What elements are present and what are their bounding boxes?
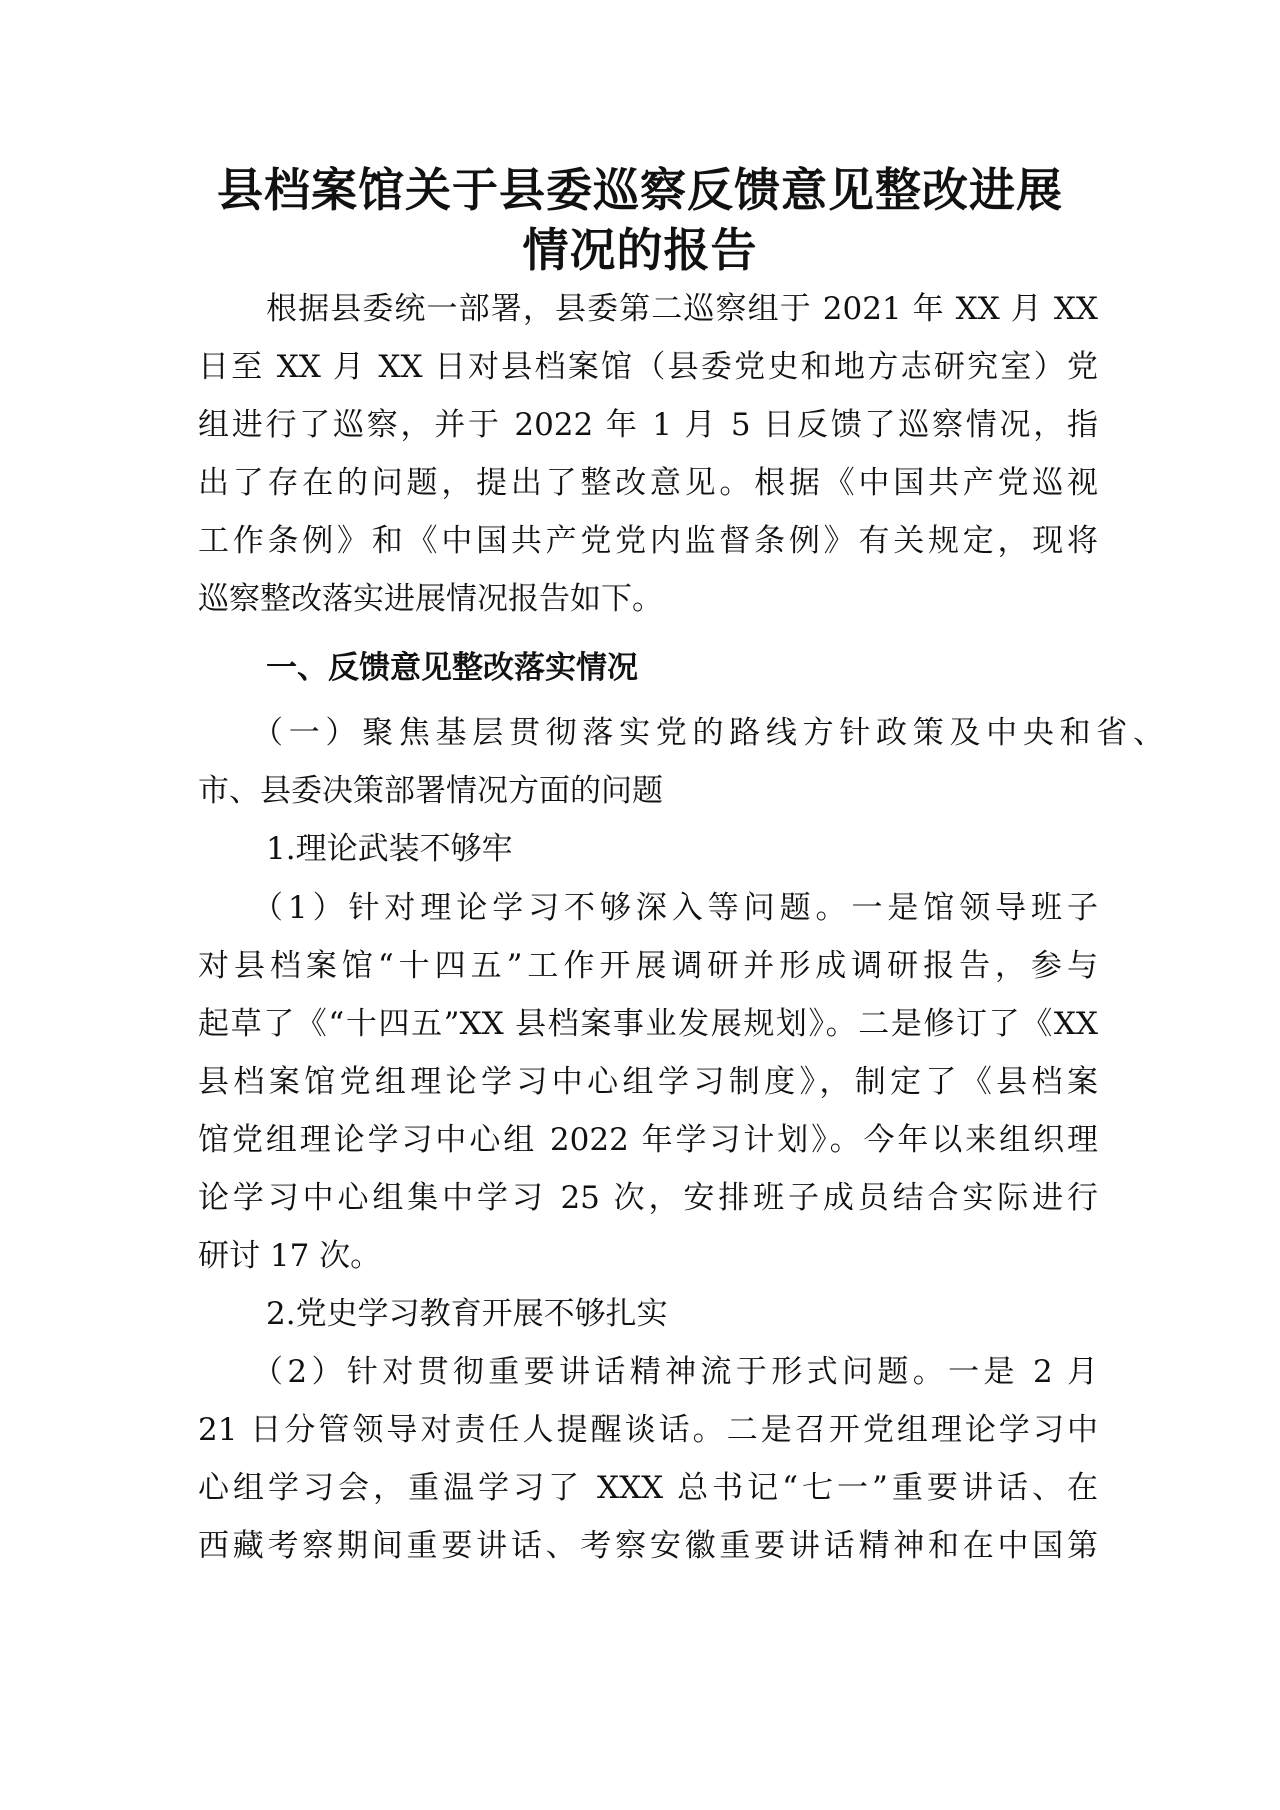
- paragraph-line: 21 日分管领导对责任人提醒谈话。二是召开党组理论学习中: [198, 1412, 1098, 1448]
- paragraph-line: 县档案馆党组理论学习中心组学习制度》，制定了《县档案: [198, 1064, 1098, 1100]
- paragraph-line: 心组学习会，重温学习了 XXX 总书记“七一”重要讲话、在: [198, 1470, 1098, 1506]
- paragraph-line: 对县档案馆“十四五”工作开展调研并形成调研报告，参与: [198, 948, 1098, 984]
- paragraph-line: （1）针对理论学习不够深入等问题。一是馆领导班子: [252, 890, 1098, 926]
- paragraph-line: 起草了《“十四五”XX 县档案事业发展规划》。二是修订了《XX: [198, 1006, 1098, 1042]
- section-heading: 一、反馈意见整改落实情况: [266, 650, 638, 686]
- paragraph-line: 日至 XX 月 XX 日对县档案馆（县委党史和地方志研究室）党: [198, 349, 1098, 385]
- paragraph-line: 西藏考察期间重要讲话、考察安徽重要讲话精神和在中国第: [198, 1528, 1098, 1564]
- document-title-line-1: 县档案馆关于县委巡察反馈意见整改进展: [217, 163, 1063, 217]
- paragraph-line: （2）针对贯彻重要讲话精神流于形式问题。一是 2 月: [252, 1354, 1098, 1390]
- subsection-heading-line: 市、县委决策部署情况方面的问题: [198, 773, 663, 809]
- paragraph-line: 根据县委统一部署，县委第二巡察组于 2021 年 XX 月 XX: [266, 291, 1098, 327]
- item-heading: 2.党史学习教育开展不够扎实: [266, 1296, 668, 1332]
- paragraph-line: 馆党组理论学习中心组 2022 年学习计划》。今年以来组织理: [198, 1122, 1098, 1158]
- paragraph-line: 出了存在的问题，提出了整改意见。根据《中国共产党巡视: [198, 465, 1098, 501]
- paragraph-line: 巡察整改落实进展情况报告如下。: [198, 581, 663, 617]
- subsection-heading-line: （一）聚焦基层贯彻落实党的路线方针政策及中央和省、: [252, 715, 1164, 751]
- paragraph-line: 论学习中心组集中学习 25 次，安排班子成员结合实际进行: [198, 1180, 1098, 1216]
- paragraph-line: 组进行了巡察，并于 2022 年 1 月 5 日反馈了巡察情况，指: [198, 407, 1098, 443]
- paragraph-line: 研讨 17 次。: [198, 1238, 382, 1274]
- item-heading: 1.理论武装不够牢: [266, 831, 513, 867]
- paragraph-line: 工作条例》和《中国共产党党内监督条例》有关规定，现将: [198, 523, 1098, 559]
- document-title-line-2: 情况的报告: [522, 223, 758, 277]
